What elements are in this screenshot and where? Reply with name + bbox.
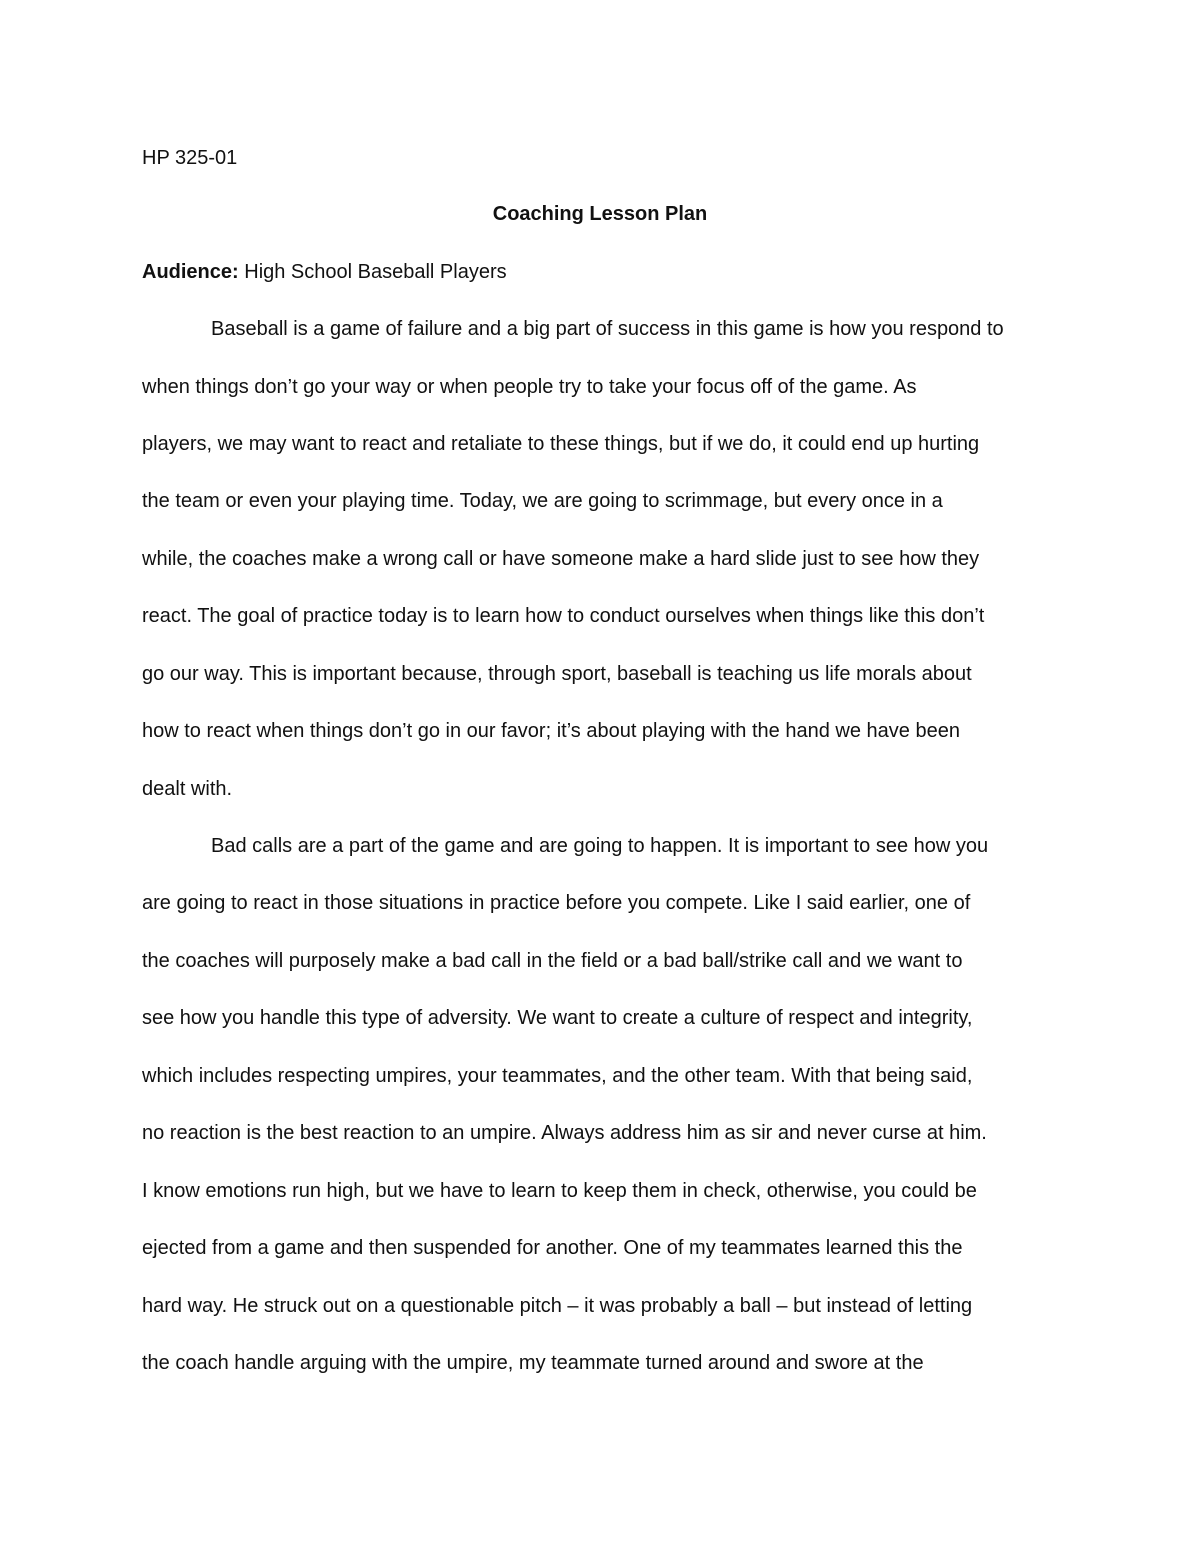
paragraph-2-line-1: Bad calls are a part of the game and are going to happen. It is important to see how you [211,835,989,857]
paragraph-2-line-4: see how you handle this type of adversity. We want to create a culture of respect and integrity, [142,1007,973,1029]
paragraph-1-line-5: while, the coaches make a wrong call or have someone make a hard slide just to see how they [142,548,980,570]
paragraph-1-line-4: the team or even your playing time. Today, we are going to scrimmage, but every once in a [142,490,943,512]
paragraph-2-line-8: ejected from a game and then suspended for another. One of my teammates learned this the [142,1237,963,1259]
audience-label: Audience: [142,261,239,283]
page-title: Coaching Lesson Plan [492,203,708,225]
paragraph-1-line-2: when things don’t go your way or when people try to take your focus off of the game. As [142,376,917,398]
paragraph-1-line-3: players, we may want to react and retaliate to these things, but if we do, it could end up hurting [142,433,980,455]
paragraph-1-line-1: Baseball is a game of failure and a big part of success in this game is how you respond to [211,318,1004,340]
paragraph-2-line-7: I know emotions run high, but we have to learn to keep them in check, otherwise, you could be [142,1180,977,1202]
paragraph-2-line-9: hard way. He struck out on a questionable pitch – it was probably a ball – but instead of letting [142,1295,973,1317]
paragraph-2-line-5: which includes respecting umpires, your teammates, and the other team. With that being said, [142,1065,973,1087]
paragraph-1-line-6: react. The goal of practice today is to learn how to conduct ourselves when things like this don’t [142,605,985,627]
paragraph-2-line-10: the coach handle arguing with the umpire, my teammate turned around and swore at the [142,1352,924,1374]
paragraph-2-line-2: are going to react in those situations in practice before you compete. Like I said earlier, one of [142,892,971,914]
paragraph-2-line-3: the coaches will purposely make a bad call in the field or a bad ball/strike call and we want to [142,950,963,972]
paragraph-2-line-6: no reaction is the best reaction to an umpire. Always address him as sir and never curse at him. [142,1122,987,1144]
audience-value: High School Baseball Players [238,261,507,283]
paragraph-1-line-8: how to react when things don’t go in our favor; it’s about playing with the hand we have been [142,720,960,742]
paragraph-1-line-9: dealt with. [142,778,233,800]
paragraph-1-line-7: go our way. This is important because, through sport, baseball is teaching us life morals about [142,663,972,685]
audience-line [142,260,507,284]
course-code: HP 325-01 [142,147,238,169]
